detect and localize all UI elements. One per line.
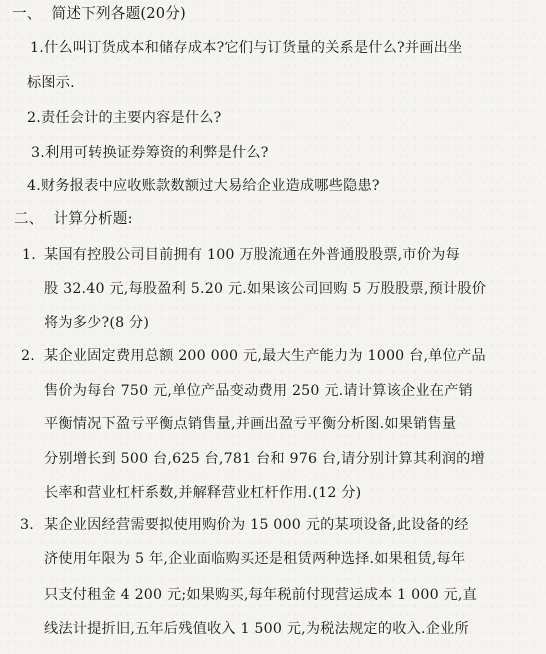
problem-line — [20, 515, 469, 535]
problem-text: 将为多少?(8 分) — [44, 315, 150, 331]
question-line — [30, 38, 462, 58]
problem-line — [44, 585, 477, 605]
problem-line — [44, 549, 465, 569]
question-line — [27, 176, 380, 196]
problem-number: 3. — [20, 517, 34, 533]
problem-line — [22, 245, 460, 265]
problem-text: 线法计提折旧,五年后残值收入 1 500 元,为税法规定的收入.企业所 — [44, 621, 469, 637]
question-text: 标图示. — [27, 75, 75, 91]
question-text: 利用可转换证券筹资的利弊是什么? — [44, 145, 269, 161]
problem-text: 某企业固定费用总额 200 000 元,最大生产能力为 1000 台,单位产品 — [44, 348, 486, 364]
problem-number: 2. — [21, 348, 35, 364]
problem-text: 某国有控股公司目前拥有 100 万股流通在外普通股股票,市价为每 — [44, 247, 460, 263]
problem-line — [21, 346, 486, 366]
question-text: 什么叫订货成本和储存成本?它们与订货量的关系是什么?并画出坐 — [43, 40, 463, 56]
problem-line — [44, 483, 361, 503]
problem-text: 股 32.40 元,每股盈利 5.20 元.如果该公司回购 5 万股股票,预计股价 — [44, 281, 487, 297]
section-number: 一、 — [12, 5, 42, 22]
section-heading-short-answer — [12, 4, 186, 24]
problem-line — [44, 449, 485, 469]
question-line — [27, 108, 221, 128]
problem-line — [44, 619, 469, 639]
problem-text: 长率和营业杠杆系数,并解释营业杠杆作用.(12 分) — [44, 485, 362, 501]
problem-text: 售价为每台 750 元,单位产品变动费用 250 元.请计算该企业在产销 — [44, 383, 473, 399]
question-text: 财务报表中应收账款数额过大易给企业造成哪些隐患? — [40, 178, 380, 194]
question-number: 1. — [30, 40, 44, 56]
question-line — [31, 143, 269, 163]
problem-line — [44, 381, 473, 401]
section-title: 简述下列各题(20分) — [51, 5, 186, 22]
question-number: 4. — [27, 178, 41, 194]
question-number: 2. — [27, 110, 41, 126]
section-heading-calculation — [14, 209, 133, 229]
problem-line — [44, 414, 456, 434]
question-text: 责任会计的主要内容是什么? — [40, 110, 222, 126]
problem-text: 济使用年限为 5 年,企业面临购买还是租赁两种选择.如果租赁,每年 — [44, 551, 466, 567]
problem-text: 分别增长到 500 台,625 台,781 台和 976 台,请分别计算其利润的增 — [44, 451, 485, 467]
problem-line — [44, 313, 149, 333]
problem-number: 1. — [22, 247, 36, 263]
section-title: 计算分析题: — [53, 210, 133, 227]
question-number: 3. — [31, 145, 45, 161]
problem-line — [44, 279, 486, 299]
question-line — [27, 73, 75, 93]
problem-text: 平衡情况下盈亏平衡点销售量,并画出盈亏平衡分析图.如果销售量 — [44, 416, 457, 432]
section-number: 二、 — [14, 210, 44, 227]
problem-text: 只支付租金 4 200 元;如果购买,每年税前付现营运成本 1 000 元,直 — [44, 587, 477, 603]
problem-text: 某企业因经营需要拟使用购价为 15 000 元的某项设备,此设备的经 — [44, 517, 469, 533]
